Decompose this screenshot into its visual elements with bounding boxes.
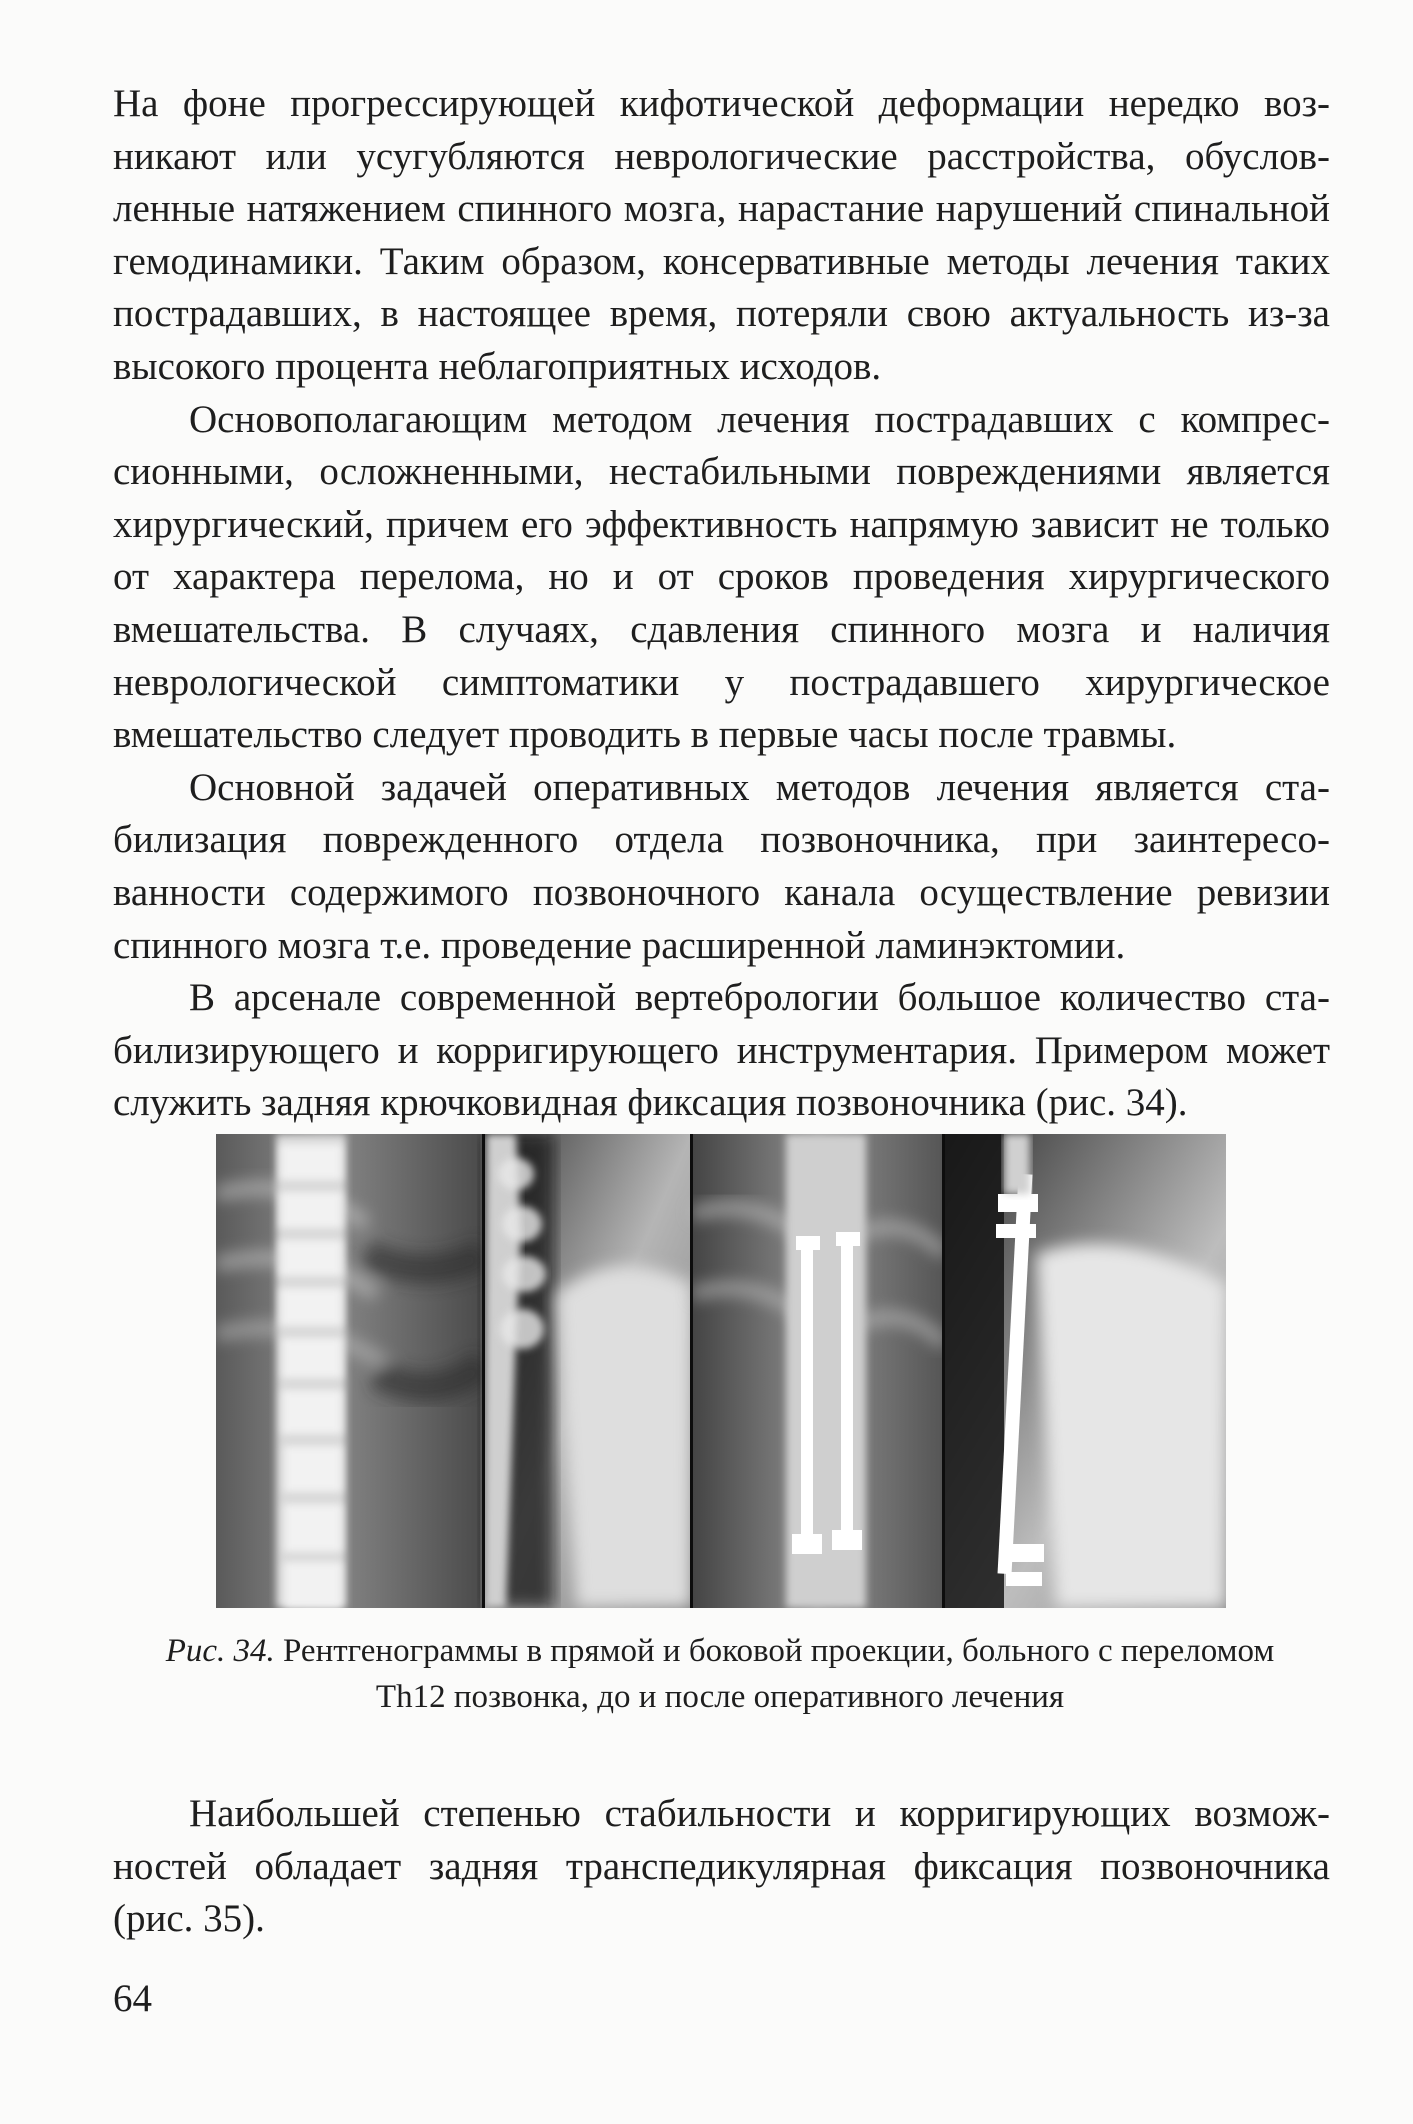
xray-figure	[216, 1134, 1226, 1608]
xray-panel-lateral-preop	[484, 1134, 692, 1608]
paragraph: Основной задачей оперативных методов лечения является стабилизация поврежденного отдела позвоночника, при заинтересованности содержимого позвоночного канала осуществление ревизии спинного мозга т.е. проведение расширенной ламинэктомии.	[113, 765, 1330, 967]
paragraph: На фоне прогрессирующей кифотической деформации нередко возникают или усугубляются неврологические расстройства, обусловленные натяжением спинного мозга, нарастание нарушений спинальной гемодинамики. Таким образом, консервативные методы лечения таких пострадавших, в настоящее время, потеряли свою актуальность из-за высокого процента неблагоприятных исходов.	[113, 82, 1330, 388]
xray-panel-ap-preop	[216, 1134, 484, 1608]
paragraph: В арсенале современной вертебрологии большое количество стабилизирующего и корригирующего инструментария. Примером может служить задняя крючковидная фиксация позвоночника (рис. 34).	[113, 976, 1330, 1125]
paragraph: Наибольшей степенью стабильности и корригирующих возможностей обладает задняя транспедикулярная фиксация позвоночника (рис. 35).	[113, 1792, 1330, 1941]
figure-caption	[130, 1628, 1310, 1720]
figure-caption-label: Рис. 34.	[165, 1633, 275, 1669]
page-number: 64	[113, 1977, 152, 2020]
body-text-top	[113, 78, 1330, 1130]
xray-panel-ap-postop	[692, 1134, 944, 1608]
xray-panel-lateral-postop	[944, 1134, 1226, 1608]
figure-caption-text: Рентгенограммы в прямой и боковой проекции, больного с переломом Th12 позвонка, до и после оперативного лечения	[274, 1633, 1275, 1715]
paragraph: Основополагающим методом лечения пострадавших с компрессионными, осложненными, нестабильными повреждениями является хирургический, причем его эффективность напрямую зависит не только от характера перелома, но и от сроков проведения хирургического вмешательства. В случаях, сдавления спинного мозга и наличия неврологической симптоматики у пострадавшего хирургическое вмешательство следует проводить в первые часы после травмы.	[113, 397, 1330, 757]
body-text-bottom	[113, 1788, 1330, 1946]
